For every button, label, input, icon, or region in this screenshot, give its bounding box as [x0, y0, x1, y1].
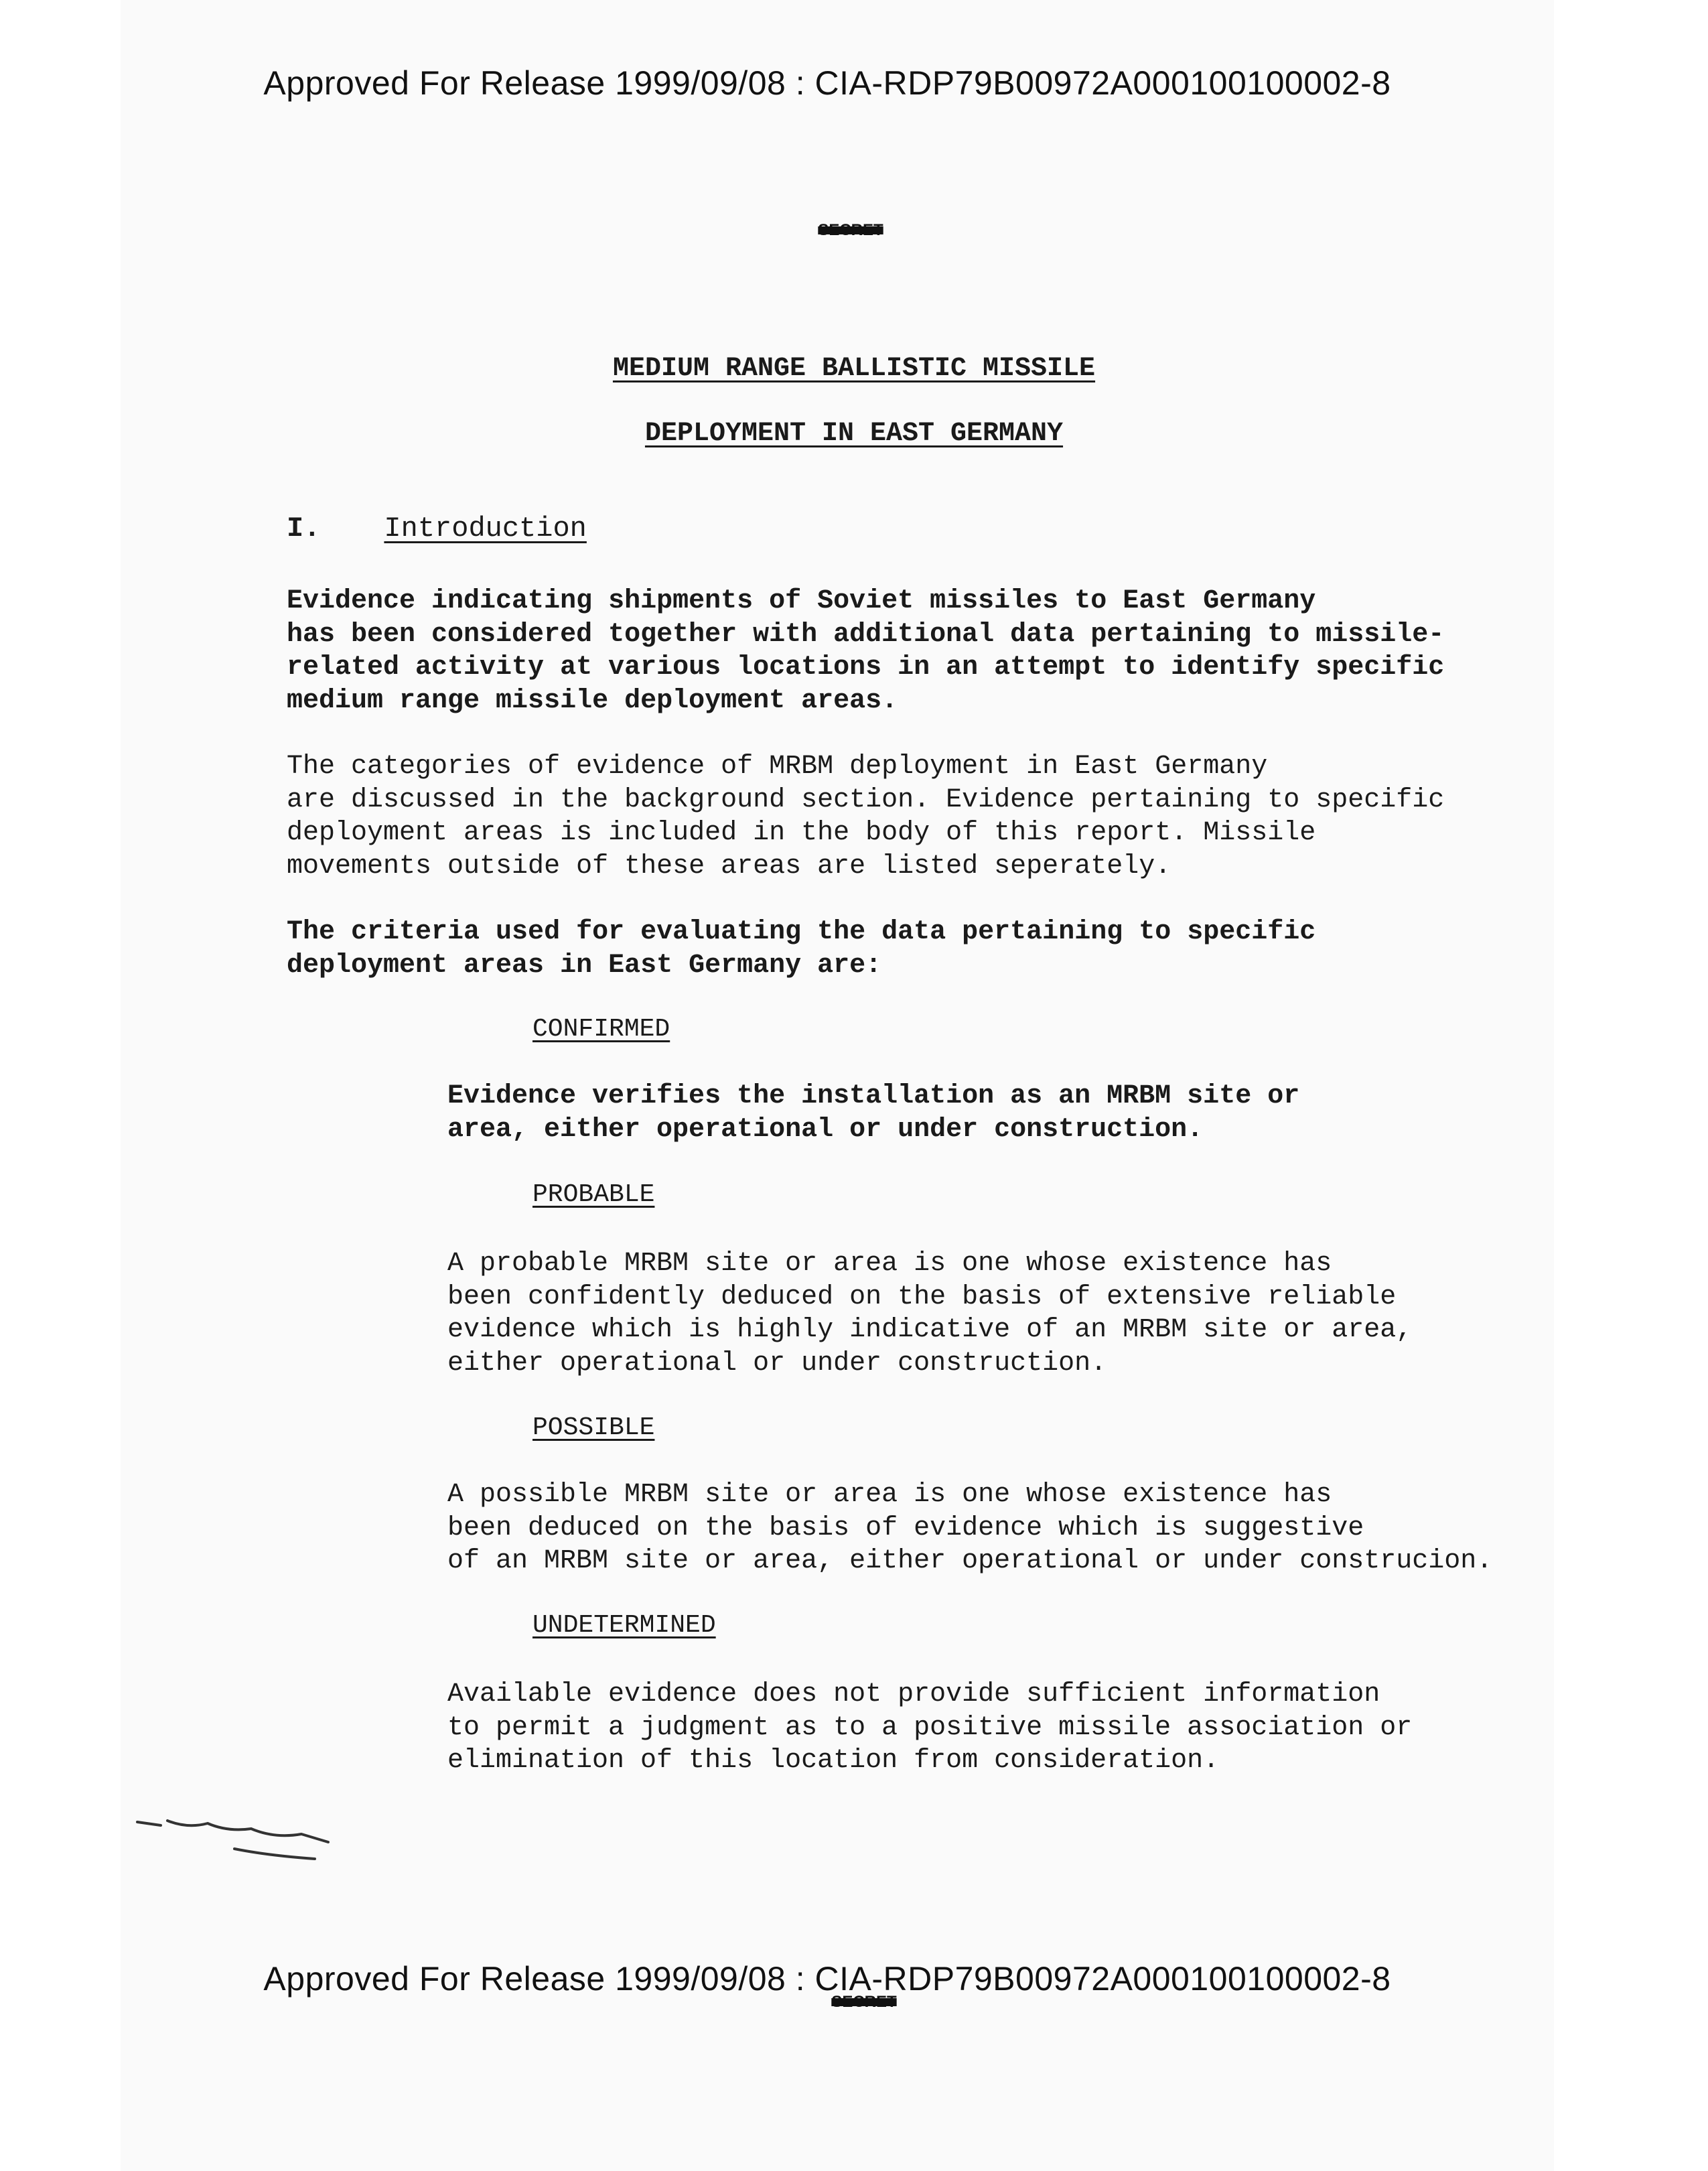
criterion-undetermined-label: UNDETERMINED: [532, 1611, 716, 1640]
release-stamp-bottom: Approved For Release 1999/09/08 : CIA-RDP79B00972A000100100002-8: [263, 1960, 1391, 1998]
criterion-probable-text: A probable MRBM site or area is one whose existence has been confidently deduced on the basis of extensive reliable evidence which is highly indicative of an MRBM site or area, either operational or under construction.: [447, 1249, 1413, 1379]
classification-marking-top: SECRET: [818, 221, 883, 239]
intro-paragraph-1: Evidence indicating shipments of Soviet missiles to East Germany has been considered together with additional data pertaining to missile- related activity at various locations in an attempt to identify specific medium range missile deployment areas.: [287, 586, 1445, 716]
classification-marking-bottom: SECRET: [831, 1993, 897, 2011]
intro-paragraph-3: The criteria used for evaluating the data pertaining to specific deployment areas in East Germany are:: [287, 917, 1316, 981]
criterion-probable-label: PROBABLE: [532, 1180, 655, 1209]
intro-paragraph-2: The categories of evidence of MRBM deployment in East Germany are discussed in the background section. Evidence pertaining to specific deployment areas is included in the body of this report. Missile movements outside of these areas are listed seperately.: [287, 752, 1445, 882]
handwritten-mark: [134, 1802, 335, 1862]
release-stamp-top: Approved For Release 1999/09/08 : CIA-RDP79B00972A000100100002-8: [263, 64, 1391, 102]
criterion-undetermined-text: Available evidence does not provide sufficient information to permit a judgment as to a positive missile association or elimination of this location from consideration.: [447, 1679, 1413, 1776]
criterion-confirmed-label: CONFIRMED: [532, 1015, 670, 1044]
document-title-line-2: DEPLOYMENT IN EAST GERMANY: [644, 419, 1064, 449]
section-heading: Introduction: [384, 512, 587, 545]
section-number: I.: [287, 512, 321, 545]
document-title-line-1: MEDIUM RANGE BALLISTIC MISSILE: [612, 354, 1096, 384]
criterion-possible-label: POSSIBLE: [532, 1413, 655, 1442]
section-header: [287, 512, 587, 545]
criterion-possible-text: A possible MRBM site or area is one whose existence has been deduced on the basis of evidence which is suggestive of an MRBM site or area, either operational or under construcion.: [447, 1480, 1493, 1576]
criterion-confirmed-text: Evidence verifies the installation as an MRBM site or area, either operational or under construction.: [447, 1081, 1300, 1145]
